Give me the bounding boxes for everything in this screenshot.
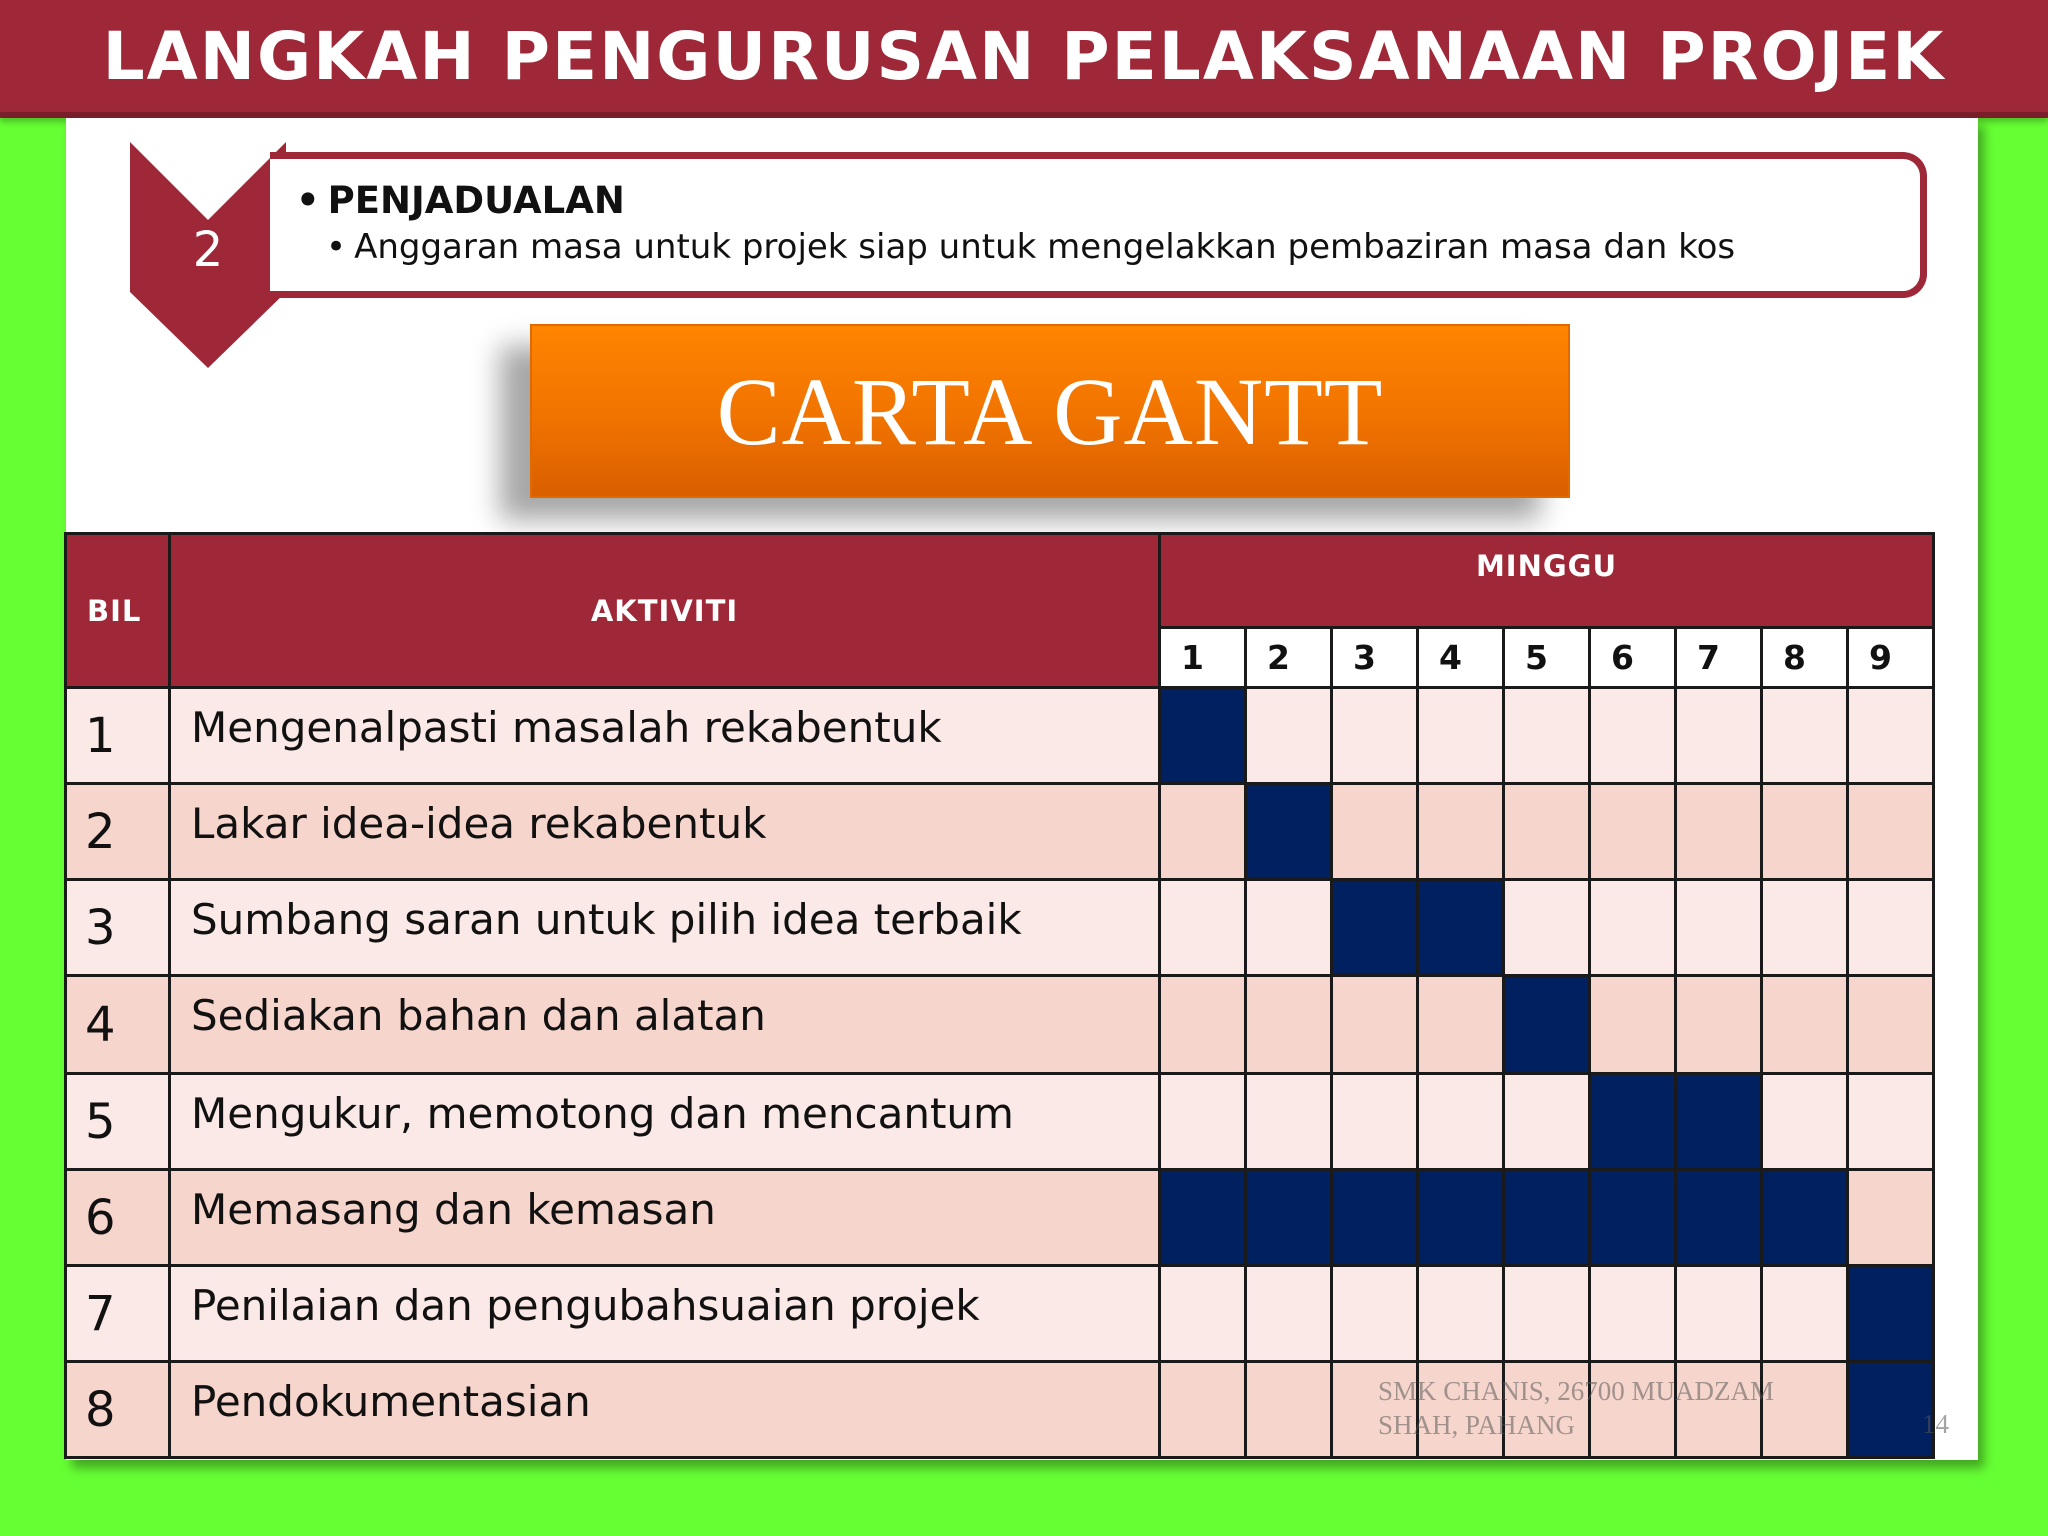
gantt-empty-cell — [1246, 1362, 1332, 1458]
gantt-empty-cell — [1762, 1074, 1848, 1170]
activity-label: Lakar idea-idea rekabentuk — [170, 784, 1160, 880]
gantt-bar-cell — [1504, 1170, 1590, 1266]
gantt-empty-cell — [1590, 688, 1676, 784]
weeks-group-header: MINGGU — [1160, 534, 1934, 628]
gantt-bar-cell — [1418, 880, 1504, 976]
gantt-empty-cell — [1246, 880, 1332, 976]
gantt-empty-cell — [1848, 976, 1934, 1074]
gantt-row — [66, 1170, 1934, 1266]
week-header-9: 9 — [1848, 628, 1934, 688]
gantt-row — [66, 880, 1934, 976]
gantt-bar-cell — [1332, 1170, 1418, 1266]
activity-label: Sumbang saran untuk pilih idea terbaik — [170, 880, 1160, 976]
gantt-empty-cell — [1332, 688, 1418, 784]
step-detail — [326, 227, 1735, 267]
row-number: 2 — [66, 784, 170, 880]
gantt-empty-cell — [1332, 1074, 1418, 1170]
gantt-bar-cell — [1504, 976, 1590, 1074]
gantt-empty-cell — [1590, 880, 1676, 976]
activity-label: Pendokumentasian — [170, 1362, 1160, 1458]
bullet-icon: • — [326, 227, 347, 267]
row-number: 8 — [66, 1362, 170, 1458]
gantt-empty-cell — [1762, 688, 1848, 784]
gantt-empty-cell — [1418, 976, 1504, 1074]
gantt-empty-cell — [1418, 784, 1504, 880]
gantt-empty-cell — [1332, 976, 1418, 1074]
gantt-empty-cell — [1762, 880, 1848, 976]
gantt-empty-cell — [1160, 976, 1246, 1074]
bil-header: BIL — [66, 534, 170, 688]
gantt-empty-cell — [1504, 880, 1590, 976]
activity-header: AKTIVITI — [170, 534, 1160, 688]
gantt-empty-cell — [1246, 976, 1332, 1074]
gantt-bar-cell — [1848, 1266, 1934, 1362]
week-header-2: 2 — [1246, 628, 1332, 688]
gantt-row — [66, 688, 1934, 784]
gantt-empty-cell — [1504, 1074, 1590, 1170]
gantt-empty-cell — [1676, 784, 1762, 880]
gantt-empty-cell — [1504, 688, 1590, 784]
gantt-row — [66, 784, 1934, 880]
activity-label: Mengenalpasti masalah rekabentuk — [170, 688, 1160, 784]
gantt-bar-cell — [1160, 688, 1246, 784]
gantt-bar-cell — [1418, 1170, 1504, 1266]
gantt-bar-cell — [1160, 1170, 1246, 1266]
gantt-empty-cell — [1418, 1266, 1504, 1362]
week-header-7: 7 — [1676, 628, 1762, 688]
row-number: 4 — [66, 976, 170, 1074]
activity-label: Sediakan bahan dan alatan — [170, 976, 1160, 1074]
page-number: 14 — [1922, 1409, 1949, 1439]
gantt-empty-cell — [1332, 1266, 1418, 1362]
gantt-empty-cell — [1676, 880, 1762, 976]
gantt-empty-cell — [1504, 1266, 1590, 1362]
gantt-empty-cell — [1160, 1266, 1246, 1362]
gantt-empty-cell — [1332, 784, 1418, 880]
step-heading — [296, 179, 625, 222]
step-detail-text: Anggaran masa untuk projek siap untuk mengelakkan pembaziran masa dan kos — [354, 227, 1736, 267]
gantt-empty-cell — [1590, 976, 1676, 1074]
gantt-empty-cell — [1246, 1074, 1332, 1170]
row-number: 6 — [66, 1170, 170, 1266]
gantt-banner — [530, 324, 1570, 498]
gantt-empty-cell — [1848, 1170, 1934, 1266]
gantt-bar-cell — [1246, 784, 1332, 880]
gantt-empty-cell — [1160, 880, 1246, 976]
gantt-empty-cell — [1504, 784, 1590, 880]
gantt-bar-cell — [1332, 880, 1418, 976]
gantt-empty-cell — [1848, 688, 1934, 784]
gantt-row — [66, 1266, 1934, 1362]
gantt-table — [64, 532, 1935, 1459]
gantt-empty-cell — [1848, 784, 1934, 880]
gantt-empty-cell — [1246, 1266, 1332, 1362]
row-number: 3 — [66, 880, 170, 976]
gantt-empty-cell — [1590, 784, 1676, 880]
gantt-empty-cell — [1762, 784, 1848, 880]
row-number: 5 — [66, 1074, 170, 1170]
gantt-body — [66, 688, 1934, 1458]
gantt-empty-cell — [1848, 880, 1934, 976]
gantt-empty-cell — [1160, 1362, 1246, 1458]
gantt-bar-cell — [1590, 1170, 1676, 1266]
step-heading-text: PENJADUALAN — [327, 179, 625, 222]
week-header-8: 8 — [1762, 628, 1848, 688]
gantt-row — [66, 976, 1934, 1074]
step-number: 2 — [192, 222, 224, 278]
activity-label: Memasang dan kemasan — [170, 1170, 1160, 1266]
gantt-bar-cell — [1590, 1074, 1676, 1170]
week-header-3: 3 — [1332, 628, 1418, 688]
gantt-empty-cell — [1676, 976, 1762, 1074]
gantt-empty-cell — [1762, 1266, 1848, 1362]
slide-title: LANGKAH PENGURUSAN PELAKSANAAN PROJEK — [102, 17, 1946, 95]
gantt-empty-cell — [1418, 688, 1504, 784]
title-bar — [0, 0, 2048, 118]
activity-label: Penilaian dan pengubahsuaian projek — [170, 1266, 1160, 1362]
gantt-bar-cell — [1762, 1170, 1848, 1266]
gantt-bar-cell — [1848, 1362, 1934, 1458]
gantt-empty-cell — [1418, 1074, 1504, 1170]
gantt-empty-cell — [1676, 688, 1762, 784]
week-header-5: 5 — [1504, 628, 1590, 688]
week-header-1: 1 — [1160, 628, 1246, 688]
gantt-empty-cell — [1246, 688, 1332, 784]
banner-title: CARTA GANTT — [716, 357, 1384, 465]
gantt-empty-cell — [1676, 1266, 1762, 1362]
gantt-row — [66, 1074, 1934, 1170]
bullet-icon: • — [296, 179, 320, 222]
activity-label: Mengukur, memotong dan mencantum — [170, 1074, 1160, 1170]
gantt-empty-cell — [1848, 1074, 1934, 1170]
gantt-bar-cell — [1246, 1170, 1332, 1266]
row-number: 7 — [66, 1266, 170, 1362]
row-number: 1 — [66, 688, 170, 784]
gantt-bar-cell — [1676, 1170, 1762, 1266]
gantt-empty-cell — [1160, 784, 1246, 880]
gantt-empty-cell — [1762, 976, 1848, 1074]
week-header-6: 6 — [1590, 628, 1676, 688]
gantt-bar-cell — [1676, 1074, 1762, 1170]
step-info-box — [270, 152, 1927, 298]
gantt-empty-cell — [1160, 1074, 1246, 1170]
week-header-4: 4 — [1418, 628, 1504, 688]
footer-school-text: SMK CHANIS, 26700 MUADZAM SHAH, PAHANG — [1378, 1376, 1775, 1440]
gantt-empty-cell — [1590, 1266, 1676, 1362]
